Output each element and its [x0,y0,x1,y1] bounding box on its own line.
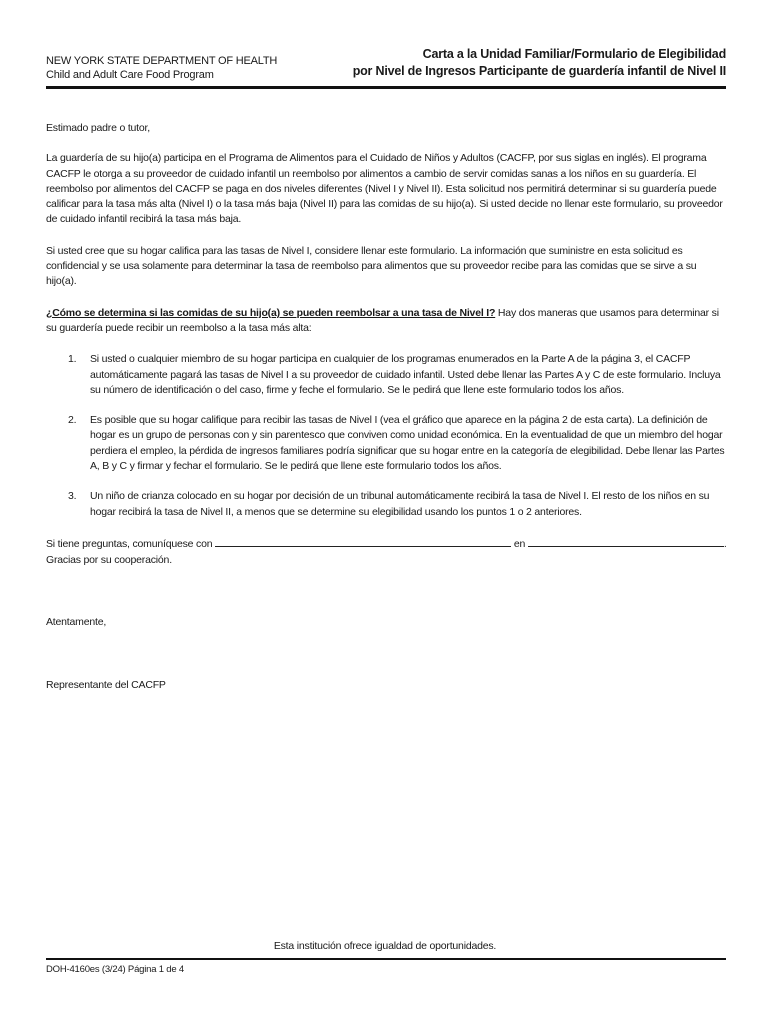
question-paragraph [46,306,726,337]
contact-prefix: Si tiene preguntas, comuníquese con [46,537,213,550]
intro-paragraph: La guardería de su hijo(a) participa en el Programa de Alimentos para el Cuidado de Niños y Adultos (CACFP, por sus siglas en inglés). El programa CACFP le otorga a su proveedor de cuidado infantil un reembolso por alimentos a cambio de servir comidas sanas a los niños en su guardería. El reembolso por alimentos del CACFP se paga en dos niveles diferentes (Nivel I y Nivel II). Esta solicitud nos permitirá determinar si su guardería puede calificar para la tasa más alta (Nivel I) o la tasa más baja (Nivel II) para las comidas de su hijo(a). Si usted decide no llenar este formulario, su proveedor de cuidado infantil recibirá la tasa más baja. [46,152,723,226]
header-divider [46,86,726,89]
contact-line [46,536,726,552]
contact-end: . [723,537,727,550]
list-item [46,413,726,474]
list-item-text: Es posible que su hogar califique para recibir las tasas de Nivel I (vea el gráfico que aparece en la página 2 de esta carta). La definición de hogar es un grupo de personas con y sin parentesco que conviven como unidad económica. En la eventualidad de que un miembro del hogar perdiera el empleo, la pérdida de ingresos familiares podría significar que su hogar entre en la categoría de elegibilidad. Debe llenar las Partes A, B y C y firmar y fechar el formulario. Se le pedirá que llene este formulario todos los años. [90,414,725,473]
letter-body [46,121,726,568]
page-header [46,46,726,88]
document-title [353,46,726,80]
equal-opportunity-statement: Esta institución ofrece igualdad de oportunidades. [273,940,497,952]
title-line-2: por Nivel de Ingresos Participante de guardería infantil de Nivel II [352,64,726,78]
closing-line: Atentamente, [46,616,107,628]
contact-phone-blank[interactable] [528,536,724,547]
department-name: NEW YORK STATE DEPARTMENT OF HEALTH [46,55,278,67]
contact-name-blank[interactable] [215,536,511,547]
list-item [46,352,726,398]
agency-block [46,54,277,82]
footer-divider [46,958,726,960]
list-item-number: 2. [68,414,77,427]
question-text: Hay dos maneras que usamos para determinar si su guardería puede recibir un reembolso a la tasa más alta: [46,306,719,334]
list-item [46,489,726,520]
signature-title: Representante del CACFP [46,679,166,691]
program-name: Child and Adult Care Food Program [46,69,214,81]
eligibility-paragraph: Si usted cree que su hogar califica para las tasas de Nivel I, considere llenar este formulario. La información que suministre en esta solicitud es confidencial y se usa solamente para determinar la tasa de reembolso para alimentos que su proveedor recibe para las comidas que se sirve a su hijo(a). [46,244,697,288]
question-heading: ¿Cómo se determina si las comidas de su hijo(a) se pueden reembolsar a una tasa de Nivel I? [46,306,496,319]
list-item-text: Un niño de crianza colocado en su hogar por decisión de un tribunal automáticamente recibirá la tasa de Nivel I. El resto de los niños en su hogar recibirá la tasa de Nivel II, a menos que se determine su elegibilidad usando los puntos 1 o 2 anteriores. [90,490,710,518]
contact-mid: en [513,537,526,550]
list-item-number: 3. [68,490,77,503]
ways-list [46,352,726,520]
thanks-line: Gracias por su cooperación. [46,554,172,566]
list-item-number: 1. [68,353,77,366]
form-identifier: DOH-4160es (3/24) Página 1 de 4 [46,964,184,975]
title-line-1: Carta a la Unidad Familiar/Formulario de Elegibilidad [422,47,726,61]
list-item-text: Si usted o cualquier miembro de su hogar participa en cualquier de los programas enumerados en la Parte A de la página 3, el CACFP automáticamente pagará las tasas de Nivel I a su proveedor de cuidado infantil. Usted debe llenar las Partes A y C de este formulario. Incluya su número de identificación o del caso, firme y feche el formulario. Se le pedirá que llene este formulario todos los años. [90,353,721,396]
greeting: Estimado padre o tutor, [46,122,150,134]
